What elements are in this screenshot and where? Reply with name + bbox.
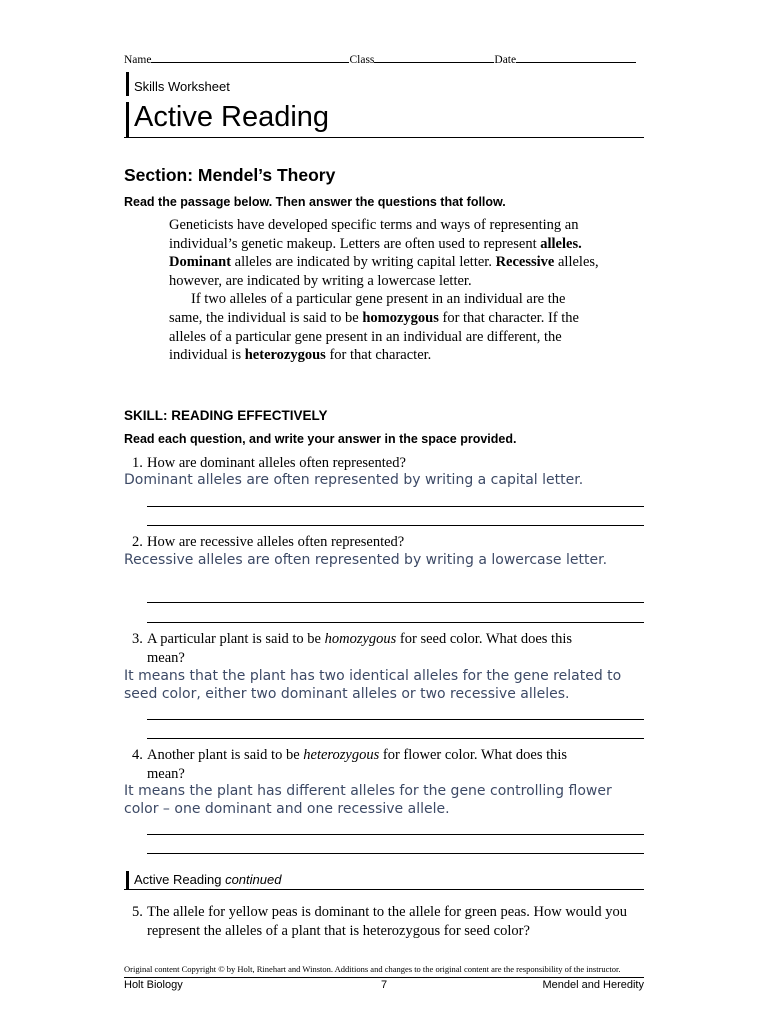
question-1: 1. How are dominant alleles often represented? bbox=[132, 454, 632, 474]
passage-instruction: Read the passage below. Then answer the questions that follow. bbox=[124, 195, 506, 209]
class-blank[interactable] bbox=[374, 52, 494, 63]
answer-2[interactable]: Recessive alleles are often represented by writing a lowercase letter. bbox=[124, 552, 608, 568]
passage-paragraph-1: Geneticists have developed specific terms and ways of representing an individual’s genetic makeup. Letters are often used to represent alleles. Dominant alleles are indicated by writing capital letter. Recessive alleles, however, are indicated by writing a lowercase letter. bbox=[169, 217, 599, 289]
answer-4[interactable]: It means the plant has different alleles for the gene controlling flower color – one dominant and one recessive allele. bbox=[124, 783, 612, 817]
answer-line bbox=[147, 738, 644, 739]
answer-line bbox=[147, 525, 644, 526]
skills-worksheet-label: Skills Worksheet bbox=[134, 79, 230, 94]
footer-divider bbox=[124, 977, 644, 978]
question-3: 3. A particular plant is said to be homozygous for seed color. What does this mean? bbox=[132, 630, 632, 668]
title-divider bbox=[124, 137, 644, 138]
passage-paragraph-2: If two alleles of a particular gene present in an individual are the same, the individual is said to be homozygous for that character. If the alleles of a particular gene present in an individual are different, the individual is heterozygous for that character. bbox=[169, 291, 579, 364]
section-title: Section: Mendel’s Theory bbox=[124, 165, 336, 185]
date-label: Date bbox=[494, 54, 517, 66]
footer-chapter-title: Mendel and Heredity bbox=[542, 979, 644, 991]
question-4-text: Another plant is said to be heterozygous for flower color. What does this mean? bbox=[147, 747, 568, 782]
answer-line bbox=[147, 622, 644, 623]
questions-instruction: Read each question, and write your answer in the space provided. bbox=[124, 432, 517, 446]
footer-book-title: Holt Biology bbox=[124, 979, 183, 991]
answer-line bbox=[147, 834, 644, 835]
continued-divider bbox=[124, 889, 644, 890]
answer-line bbox=[147, 602, 644, 603]
question-3-text: A particular plant is said to be homozygous for seed color. What does this mean? bbox=[147, 631, 573, 666]
page-title: Active Reading bbox=[134, 101, 330, 133]
continued-label: Active Reading continued bbox=[134, 872, 282, 887]
skill-heading: SKILL: READING EFFECTIVELY bbox=[124, 408, 328, 423]
title-bar bbox=[126, 102, 129, 138]
reading-passage bbox=[169, 216, 599, 365]
answer-1[interactable]: Dominant alleles are often represented by writing a capital letter. bbox=[124, 472, 584, 488]
question-1-text: How are dominant alleles often represented? bbox=[147, 455, 406, 471]
answer-line bbox=[147, 853, 644, 854]
question-2: 2. How are recessive alleles often represented? bbox=[132, 533, 632, 553]
answer-line bbox=[147, 719, 644, 720]
page-number: 7 bbox=[381, 979, 388, 991]
question-2-text: How are recessive alleles often represented? bbox=[147, 534, 405, 550]
skills-bar bbox=[126, 72, 129, 96]
answer-line bbox=[147, 506, 644, 507]
answer-3[interactable]: It means that the plant has two identical alleles for the gene related to seed color, either two dominant alleles or two recessive alleles. bbox=[124, 668, 622, 702]
name-blank[interactable] bbox=[151, 52, 349, 63]
copyright-notice: Original content Copyright © by Holt, Rinehart and Winston. Additions and changes to the original content are the responsibility of the instructor. bbox=[124, 964, 621, 974]
name-label: Name bbox=[124, 54, 152, 66]
class-label: Class bbox=[349, 54, 375, 66]
question-5: 5. The allele for yellow peas is dominant to the allele for green peas. How would you represent the alleles of a plant that is heterozygous for seed color? bbox=[132, 903, 632, 941]
header-fields bbox=[124, 52, 644, 66]
date-blank[interactable] bbox=[516, 52, 636, 63]
question-5-text: The allele for yellow peas is dominant to the allele for green peas. How would you represent the alleles of a plant that is heterozygous for seed color? bbox=[147, 904, 627, 939]
question-4: 4. Another plant is said to be heterozygous for flower color. What does this mean? bbox=[132, 746, 632, 784]
continued-bar bbox=[126, 871, 129, 890]
